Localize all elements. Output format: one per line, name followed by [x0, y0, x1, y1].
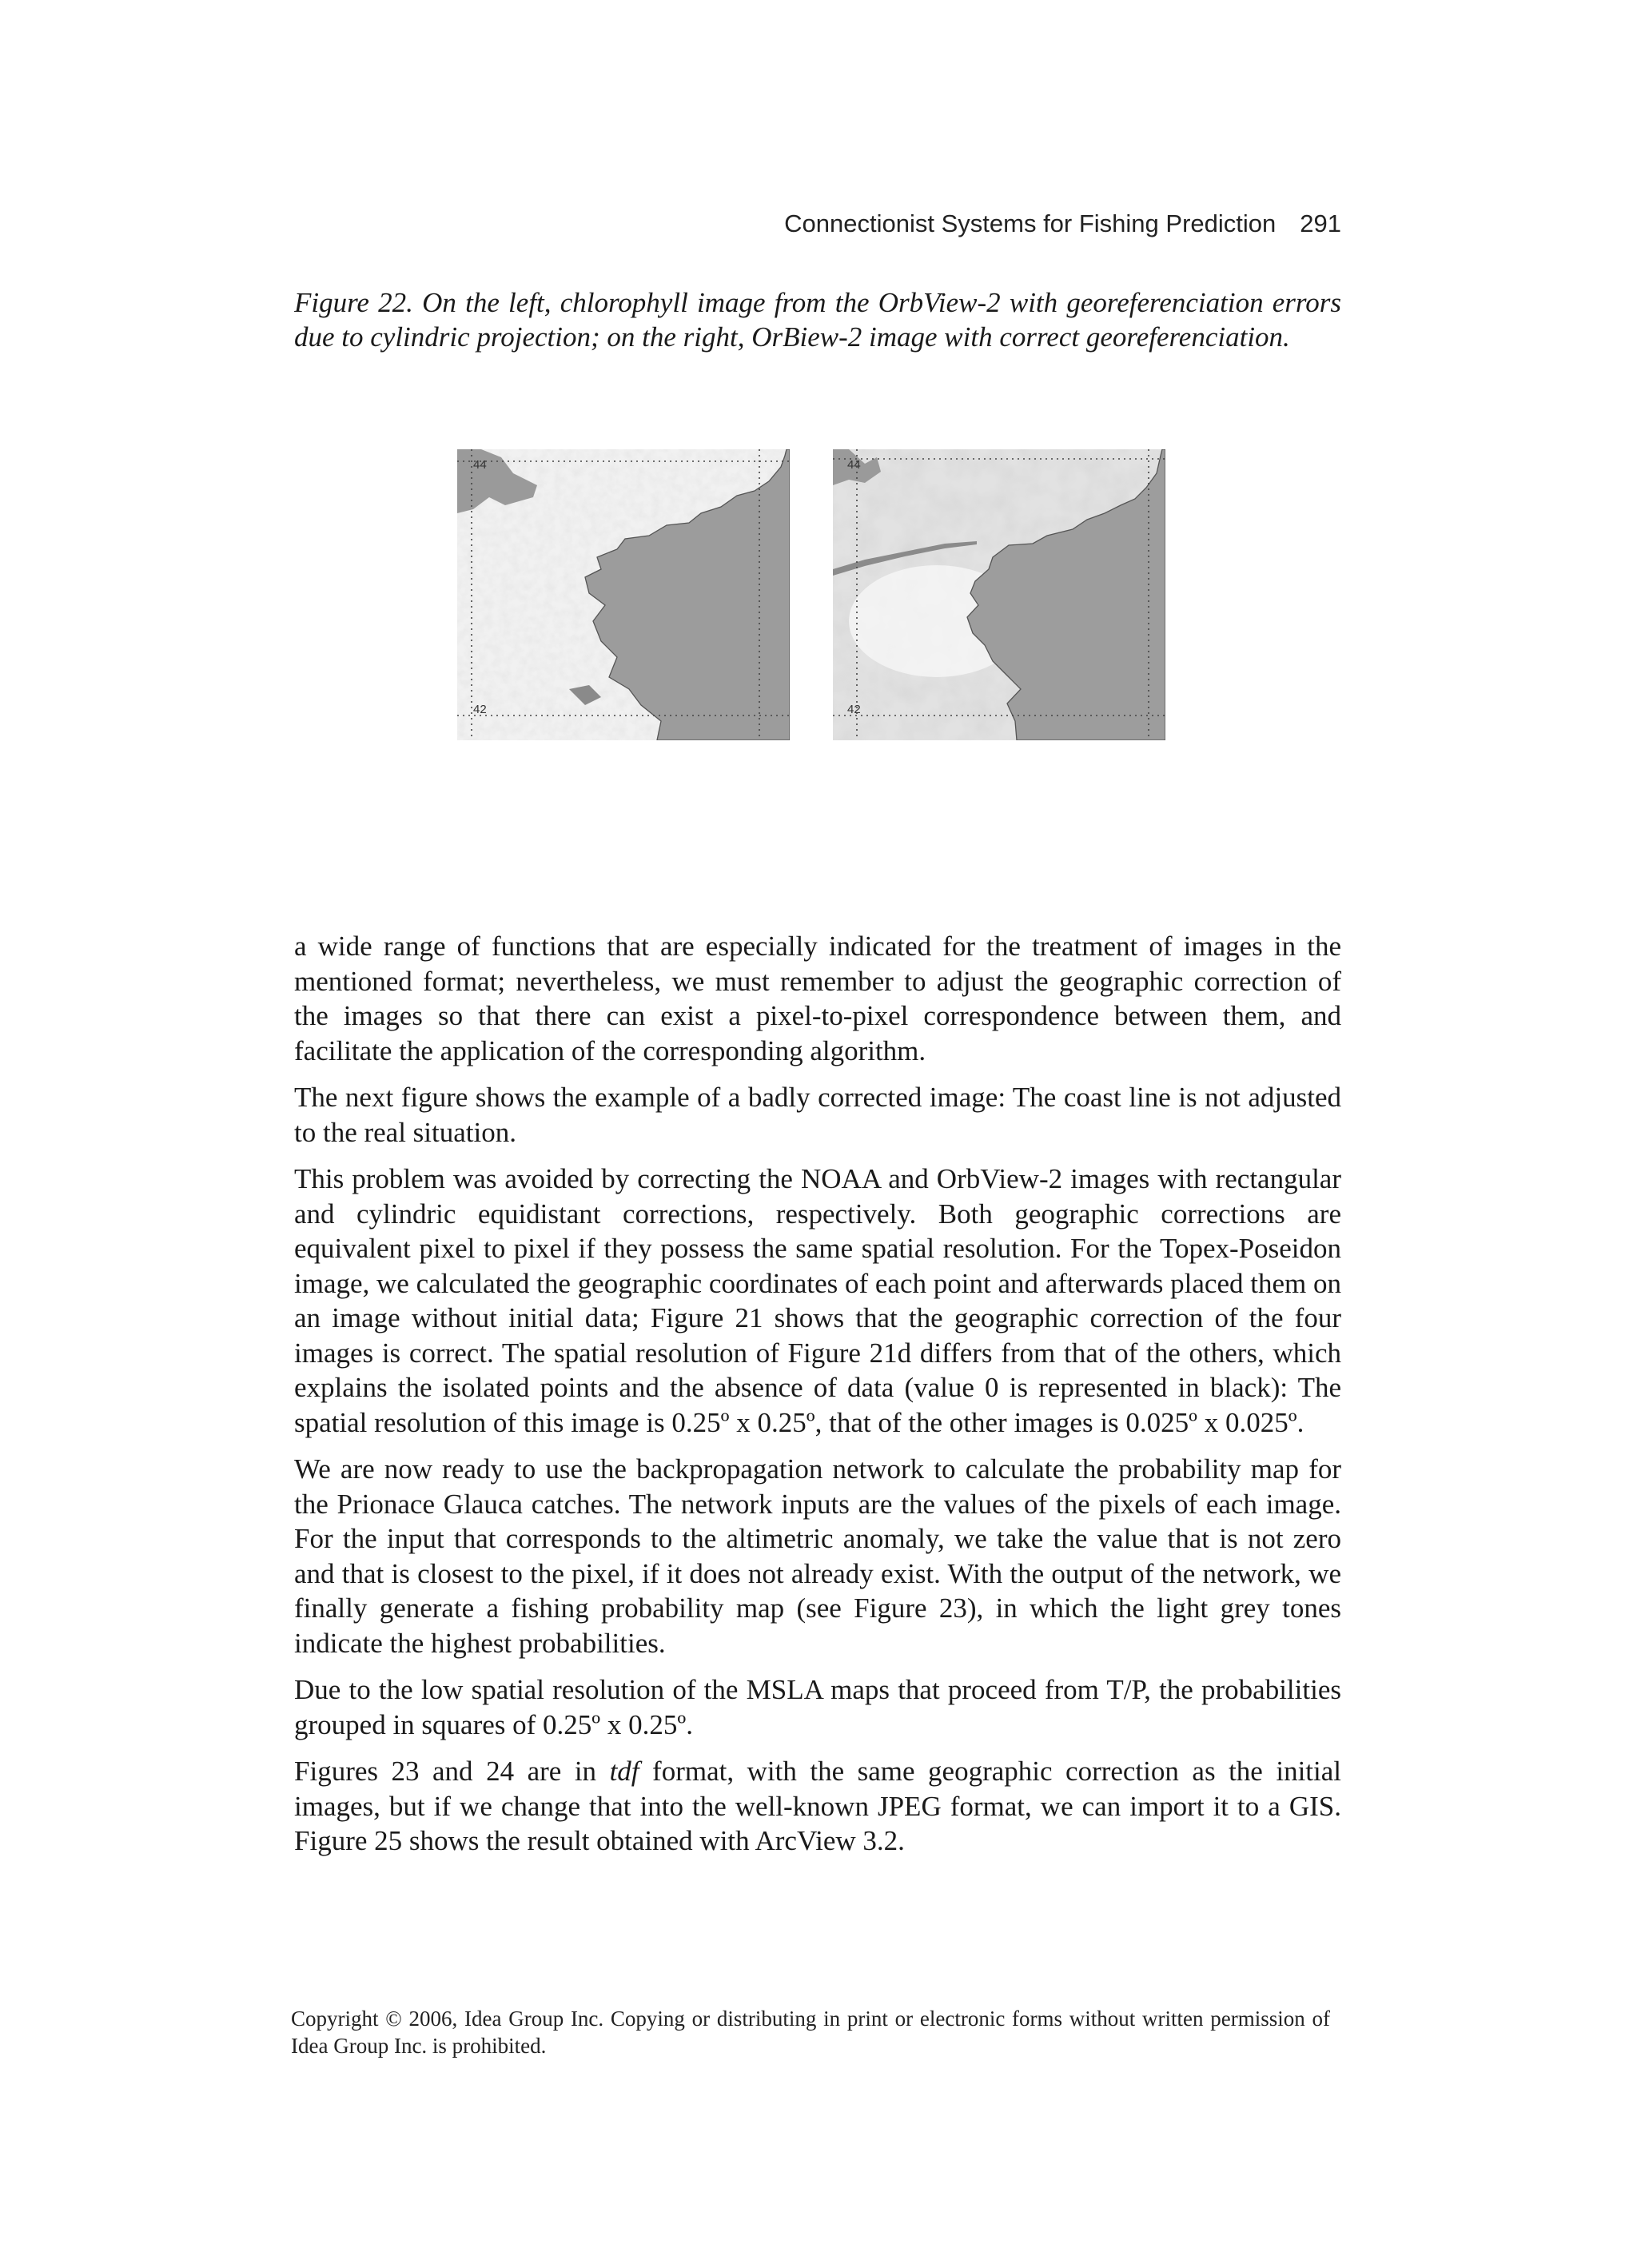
page-number: 291 [1300, 209, 1341, 237]
running-title: Connectionist Systems for Fishing Prediction [784, 209, 1277, 237]
paragraph-text: Figures 23 and 24 are in [294, 1756, 610, 1787]
left-chlorophyll-map [457, 449, 790, 740]
left-map-image [457, 449, 790, 740]
running-head [784, 209, 1341, 238]
right-map-image [833, 449, 1165, 740]
paragraph: a wide range of functions that are especially indicated for the treatment of images in the mentioned format; nevertheless, we must remember to adjust the geographic correction of the images so that there can exist a pixel-to-pixel correspondence between them, and facilitate the application of the corresponding algorithm. [294, 931, 1341, 1066]
body-text [294, 929, 1341, 1871]
right-lat-top-label: 44 [847, 458, 861, 472]
left-lat-top-label: 44 [473, 458, 487, 472]
paragraph [294, 1754, 1341, 1859]
paragraph: Due to the low spatial resolution of the MSLA maps that proceed from T/P, the probabilities grouped in squares of 0.25º x 0.25º. [294, 1674, 1341, 1740]
paragraph: We are now ready to use the backpropagation network to calculate the probability map for the Prionace Glauca catches. The network inputs are the values of the pixels of each image. For the input that corresponds to the altimetric anomaly, we take the value that is not zero and that is closest to the pixel, if it does not already exist. With the output of the network, we finally generate a fishing probability map (see Figure 23), in which the light grey tones indicate the highest probabilities. [294, 1453, 1341, 1659]
right-lat-bottom-label: 42 [847, 703, 861, 716]
paragraph: This problem was avoided by correcting the NOAA and OrbView-2 images with rectangular and cylindric equidistant corrections, respectively. Both geographic corrections are equivalent pixel to pixel if they possess the same spatial resolution. For the Topex-Poseidon image, we calculated the geographic coordinates of each point and afterwards placed them on an image without initial data; Figure 21 shows that the geographic correction of the four images is correct. The spatial resolution of Figure 21d differs from that of the others, which explains the isolated points and the absence of data (value 0 is represented in black): The spatial resolution of this image is 0.25º x 0.25º, that of the other images is 0.025º x 0.025º. [294, 1163, 1341, 1438]
left-lat-bottom-label: 42 [473, 703, 487, 716]
figure-caption: Figure 22. On the left, chlorophyll image from the OrbView-2 with georeferenciation errors due to cylindric projection; on the right, OrBiew-2 image with correct georeferenciation. [294, 287, 1341, 353]
copyright-notice: Copyright © 2006, Idea Group Inc. Copying or distributing in print or electronic forms without written permission of Idea Group Inc. is prohibited. [291, 2007, 1330, 2058]
paragraph: The next figure shows the example of a badly corrected image: The coast line is not adjusted to the real situation. [294, 1082, 1341, 1148]
right-chlorophyll-map [833, 449, 1165, 740]
format-name: tdf [609, 1756, 639, 1787]
figure-22 [457, 449, 1165, 740]
paragraph-text: format, with the same geographic correction as the initial images, but if we change that into the well-known JPEG format, we can import it to a GIS. Figure 25 shows the result obtained with ArcView 3.2. [294, 1756, 1342, 1856]
